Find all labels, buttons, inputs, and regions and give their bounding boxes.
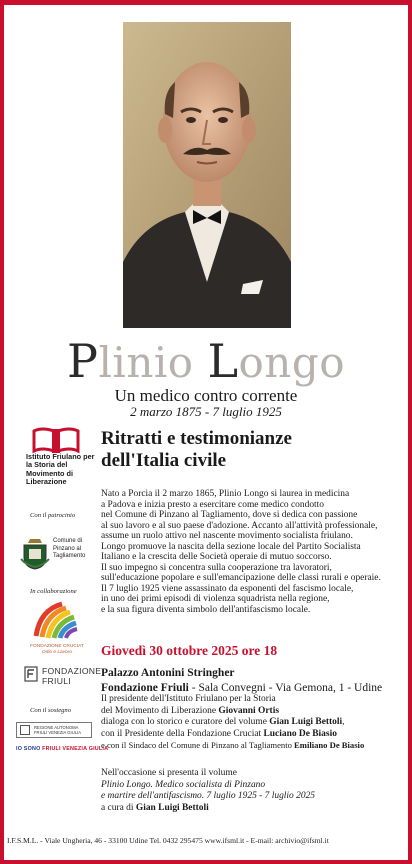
patrocinio-label: Con il patrocinio [30, 512, 76, 519]
red-frame-top [0, 0, 412, 5]
io-sono-fvg-logo: IO SONO FRIULI VENEZIA GIULIA [16, 746, 109, 752]
sostegno-label: Con il sostegno [30, 707, 72, 714]
ifsml-name: Istituto Friulano per la Storia del Movimento di Liberazione [26, 452, 95, 487]
event-date: Giovedì 30 ottobre 2025 ore 18 [101, 643, 278, 658]
cruciat-logo-icon [32, 600, 78, 640]
portrait-image [123, 22, 291, 328]
ifsml-logo-icon [28, 425, 84, 455]
event-program: Il presidente dell'Istituto Friulano per la Storia del Movimento di Liberazione Giovanni Ortis dialoga con lo storico e curatore del volume Gian Luigi Bettoli, con il Presidente della Fondazione Cruciat Luciano De Biasio e con il Sindaco del Comune di Pinzano al Tagliamento Emiliano De Biasio [101, 694, 365, 751]
red-frame-bottom [0, 860, 412, 864]
regione-fvg-logo: REGIONE AUTONOMA FRIULI VENEZIA GIULIA [16, 722, 92, 738]
life-dates: 2 marzo 1875 - 7 luglio 1925 [130, 404, 282, 419]
collaborazione-label: In collaborazione [30, 588, 77, 595]
fondazione-friuli-name: FONDAZIONE FRIULI [42, 666, 102, 686]
coat-of-arms-icon [20, 537, 50, 570]
person-name: Plinio Longo [67, 334, 345, 388]
regione-emblem-icon [20, 725, 30, 735]
cruciat-name: FONDAZIONE CRUCIAT Odio e Lavoro [30, 644, 84, 655]
footer-contacts: I.F.S.M.L. - Viale Ungheria, 46 - 33100 Udine Tel. 0432 295475 www.ifsml.it - E-mail: archivio@ifsml.it [7, 836, 329, 845]
fondazione-friuli-icon [24, 666, 38, 682]
subtitle: Un medico contro corrente [114, 386, 298, 405]
book-presentation: Nell'occasione si presenta il volume Plinio Longo. Medico socialista di Pinzano e martire dell'antifascismo. 7 luglio 1925 - 7 luglio 2025 a cura di Gian Luigi Bettoli [101, 768, 316, 813]
section-heading: Ritratti e testimonianze dell'Italia civile [101, 428, 292, 471]
event-venue: Palazzo Antonini Stringher Fondazione Friuli - Sala Convegni - Via Gemona, 1 - Udine [101, 667, 383, 694]
red-frame-left [0, 0, 4, 864]
red-frame-right [408, 0, 412, 864]
comune-name: Comune di Pinzano al Tagliamento [53, 538, 86, 559]
biography-text: Nato a Porcia il 2 marzo 1865, Plinio Longo si laurea in medicina a Padova e inizia presto a esercitare come medico condotto nel Comune di Pinzano al Tagliamento, dove si dedica con passione al suo lavoro e al suo paese d'adozione. Accanto all'attività professionale, assume un ruolo attivo nel nascente movimento socialista friulano. Longo promuove la nascita della sezione locale del Partito Socialista Italiano e la crescita delle Società operaie di mutuo soccorso. Il suo impegno si concentra sulla cooperazione tra lavoratori, sull'educazione popolare e sull'emancipazione delle classi rurali e operaie. Il 7 luglio 1925 viene assassinato da esponenti del fascismo locale, in uno dei primi episodi di violenza squadrista nella regione, e la sua figura diventa simbolo dell'antifascismo locale. [101, 489, 381, 616]
